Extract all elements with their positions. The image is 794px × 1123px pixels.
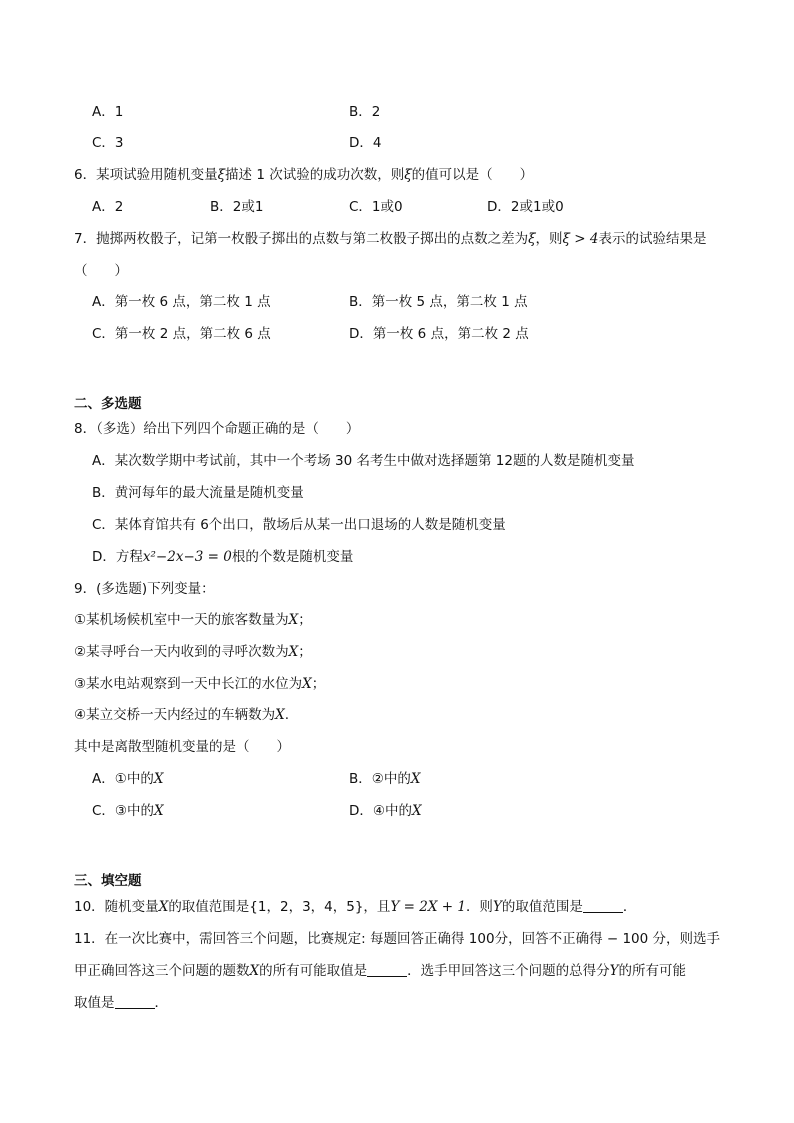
q10-var-x: X bbox=[158, 899, 169, 915]
q11-line2-part3: ．选手甲回答这三个问题的总得分 bbox=[407, 963, 610, 979]
q10-part2: 的取值范围是{1，2，3，4，5}，且 bbox=[168, 899, 391, 915]
q6-stem-part1: 6．某项试验用随机变量 bbox=[74, 167, 218, 183]
q11-line2-part1: 甲正确回答这三个问题的题数 bbox=[74, 963, 250, 979]
q9-option-c-text: C．③中的 bbox=[92, 803, 155, 819]
q9-option-d bbox=[349, 802, 422, 820]
q9-option-c-var: X bbox=[154, 803, 164, 819]
section-fill-blank-title: 三、填空题 bbox=[74, 873, 142, 889]
q8-option-d bbox=[92, 548, 353, 566]
q7-xi: ξ bbox=[528, 231, 536, 247]
q7-option-c: C．第一枚 2 点，第二枚 6 点 bbox=[92, 326, 271, 342]
q9-item-1-text: ①某机场候机室中一天的旅客数量为 bbox=[74, 612, 289, 628]
q6-stem bbox=[74, 166, 533, 184]
q6-option-d: D．2或1或0 bbox=[487, 199, 564, 215]
q9-item-4-end: . bbox=[284, 707, 290, 723]
q10-stem bbox=[74, 898, 636, 916]
q9-stem: 9．(多选题)下列变量： bbox=[74, 581, 215, 597]
q9-option-d-var: X bbox=[412, 803, 422, 819]
q7-stem-part2: ，则 bbox=[535, 231, 563, 247]
q5-option-d: D．4 bbox=[349, 135, 382, 151]
q9-item-2-end: ； bbox=[298, 644, 312, 660]
q9-item-4-text: ④某立交桥一天内经过的车辆数为 bbox=[74, 707, 276, 723]
q9-item-1-var: X bbox=[288, 612, 299, 628]
q9-item-4-var: X bbox=[275, 707, 285, 723]
q9-option-d-text: D．④中的 bbox=[349, 803, 412, 819]
q5-option-a: A．1 bbox=[92, 104, 124, 120]
q9-option-a-text: A．①中的 bbox=[92, 771, 154, 787]
q8-option-d-part1: D．方程 bbox=[92, 549, 143, 565]
q10-part3: ．则 bbox=[465, 899, 493, 915]
q9-option-b-text: B．②中的 bbox=[349, 771, 411, 787]
section-multi-choice-title: 二、多选题 bbox=[74, 396, 142, 412]
q5-option-b: B．2 bbox=[349, 104, 381, 120]
q10-answer-blank[interactable] bbox=[583, 899, 623, 913]
q11-line1: 11．在一次比赛中，需回答三个问题，比赛规定: 每题回答正确得 100分，回答不正确得 − 100 分，则选手 bbox=[74, 931, 721, 947]
q8-option-d-part2: 根的个数是随机变量 bbox=[231, 549, 354, 565]
q8-option-a: A．某次数学期中考试前，其中一个考场 30 名考生中做对选择题第 12题的人数是随机变量 bbox=[92, 453, 635, 469]
q11-blank-2[interactable] bbox=[115, 995, 155, 1009]
q10-end: ． bbox=[622, 899, 637, 915]
q10-var-y: Y bbox=[492, 899, 502, 915]
q6-xi-2: ξ bbox=[404, 167, 412, 183]
q11-line3 bbox=[74, 994, 168, 1012]
q8-option-b: B．黄河每年的最大流量是随机变量 bbox=[92, 485, 304, 501]
q9-item-1 bbox=[74, 611, 312, 629]
q8-stem: 8．（多选）给出下列四个命题正确的是（ ） bbox=[74, 421, 360, 437]
q11-var-x: X bbox=[249, 963, 260, 979]
q9-option-a bbox=[92, 770, 163, 788]
q7-option-a: A．第一枚 6 点，第二枚 1 点 bbox=[92, 294, 271, 310]
q6-option-b: B．2或1 bbox=[210, 199, 264, 215]
q7-stem-line2: （ ） bbox=[74, 263, 128, 279]
q7-stem bbox=[74, 230, 706, 248]
q9-option-b-var: X bbox=[410, 771, 421, 787]
q5-option-c: C．3 bbox=[92, 135, 124, 151]
q10-part1: 10．随机变量 bbox=[74, 899, 159, 915]
q7-stem-part3: 表示的试验结果是 bbox=[598, 231, 707, 247]
q10-equation: Y = 2X + 1 bbox=[390, 899, 466, 915]
q10-part4: 的取值范围是 bbox=[501, 899, 583, 915]
q11-line3-part1: 取值是 bbox=[74, 995, 115, 1011]
q11-var-y: Y bbox=[609, 963, 619, 979]
q9-item-3-end: ； bbox=[311, 676, 326, 692]
q8-option-c: C．某体育馆共有 6个出口，散场后从某一出口退场的人数是随机变量 bbox=[92, 517, 506, 533]
q6-stem-part2: 描述 1 次试验的成功次数，则 bbox=[225, 167, 405, 183]
q9-question: 其中是离散型随机变量的是（ ） bbox=[74, 739, 290, 755]
q11-line2 bbox=[74, 962, 686, 980]
q11-line2-part2: 的所有可能取值是 bbox=[259, 963, 368, 979]
q9-item-2-text: ②某寻呼台一天内收到的寻呼次数为 bbox=[74, 644, 289, 660]
q11-line3-end: ． bbox=[154, 995, 168, 1011]
q7-stem-part1: 7．抛掷两枚骰子，记第一枚骰子掷出的点数与第二枚骰子掷出的点数之差为 bbox=[74, 231, 529, 247]
q11-line2-part4: 的所有可能 bbox=[618, 963, 687, 979]
q8-option-d-equation: x²−2x−3 = 0 bbox=[142, 549, 232, 565]
q7-inequality: ξ > 4 bbox=[562, 231, 599, 247]
q9-item-4 bbox=[74, 706, 289, 724]
q6-option-c: C．1或0 bbox=[349, 199, 403, 215]
q7-option-d: D．第一枚 6 点，第二枚 2 点 bbox=[349, 326, 529, 342]
q11-blank-1[interactable] bbox=[367, 963, 407, 977]
q9-option-b bbox=[349, 770, 421, 788]
q7-option-b: B．第一枚 5 点，第二枚 1 点 bbox=[349, 294, 528, 310]
q9-option-c bbox=[92, 802, 164, 820]
q9-item-3-text: ③某水电站观察到一天中长江的水位为 bbox=[74, 676, 303, 692]
q9-item-2 bbox=[74, 643, 312, 661]
q9-item-3-var: X bbox=[302, 676, 312, 692]
q9-item-3 bbox=[74, 675, 325, 693]
q9-option-a-var: X bbox=[153, 771, 164, 787]
q6-xi-1: ξ bbox=[217, 167, 226, 183]
q9-item-1-end: ； bbox=[298, 612, 312, 628]
q9-item-2-var: X bbox=[288, 644, 299, 660]
q6-stem-part3: 的值可以是（ ） bbox=[411, 167, 534, 183]
q6-option-a: A．2 bbox=[92, 199, 124, 215]
